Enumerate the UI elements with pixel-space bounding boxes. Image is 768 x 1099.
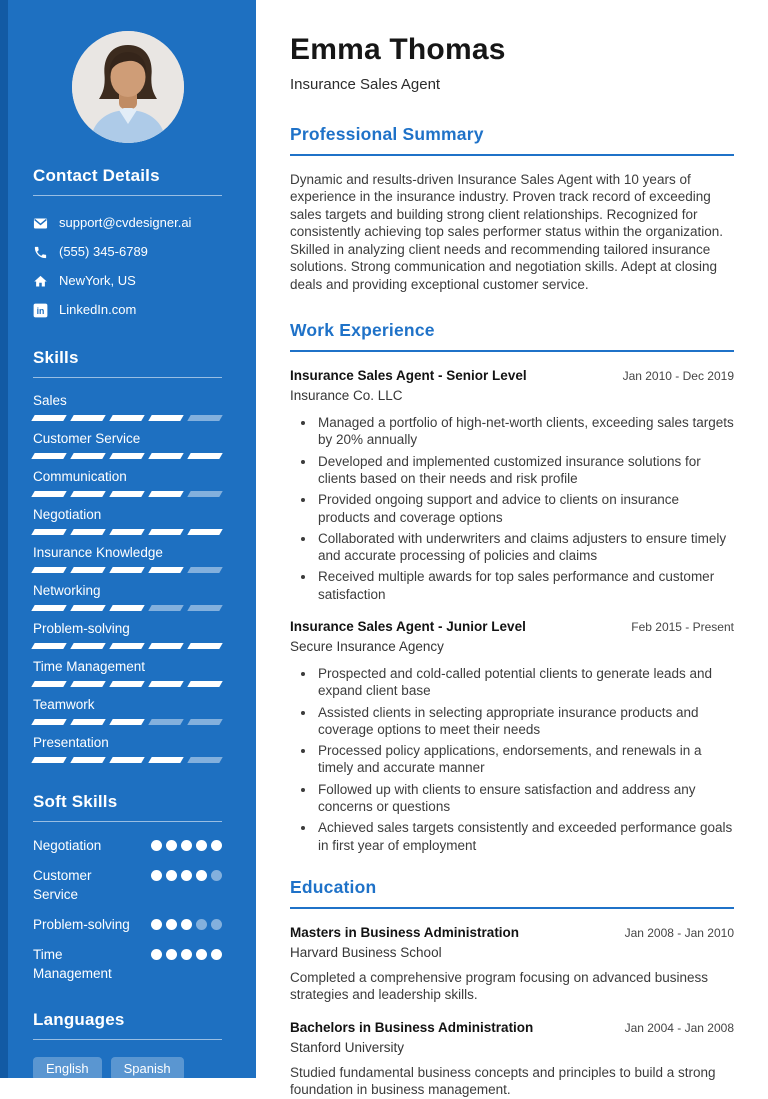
skill-item — [33, 544, 222, 573]
education-entry — [290, 1019, 734, 1099]
skill-bar-segment — [31, 605, 66, 611]
contact-item-email[interactable] — [33, 212, 222, 234]
language-pill: Spanish — [111, 1057, 184, 1081]
education-description: Completed a comprehensive program focusing on advanced business strategies and leadership skills. — [290, 969, 708, 1003]
skill-bar-segment — [148, 757, 183, 763]
person-job-title: Insurance Sales Agent — [290, 76, 441, 93]
job-entry — [290, 367, 734, 603]
contact-item-text: (555) 345-6789 — [59, 244, 148, 259]
skill-item — [33, 430, 222, 459]
job-bullet: • Managed a portfolio of high-net-worth clients, exceeding sales targets by 20% annually — [316, 414, 734, 449]
soft-skill-dot — [166, 870, 177, 881]
contact-list — [33, 212, 222, 321]
soft-skills-list — [33, 836, 222, 983]
work-experience-heading: Work Experience — [290, 320, 734, 352]
skill-name: Negotiation — [33, 507, 102, 523]
education-dates: Jan 2008 - Jan 2010 — [624, 925, 734, 940]
soft-skill-dot — [166, 840, 177, 851]
skill-bar-segment — [31, 681, 66, 687]
profile-photo — [72, 31, 184, 143]
contact-heading: Contact Details — [33, 166, 222, 196]
soft-skill-name: Time Management — [33, 947, 112, 982]
skill-bar-segment — [109, 415, 144, 421]
education-heading: Education — [290, 877, 734, 909]
skill-bar-segment — [148, 453, 183, 459]
skill-bar-segment — [31, 415, 66, 421]
soft-skill-item — [33, 836, 222, 855]
soft-skills-heading: Soft Skills — [33, 792, 222, 822]
job-title: Insurance Sales Agent - Junior Level — [290, 618, 526, 634]
contact-item-phone — [33, 241, 222, 263]
skill-bar-segment — [70, 719, 105, 725]
email-icon — [33, 216, 48, 231]
soft-skill-name: Problem-solving — [33, 917, 130, 933]
soft-skill-name: Negotiation — [33, 838, 102, 854]
degree-title: Bachelors in Business Administration — [290, 1019, 534, 1035]
skill-bar-segment — [109, 757, 144, 763]
person-name: Emma Thomas — [290, 33, 506, 66]
skill-bar-segment — [148, 605, 183, 611]
skill-bar-segment — [187, 567, 222, 573]
skill-bar-segment — [31, 567, 66, 573]
skill-name: Insurance Knowledge — [33, 545, 163, 561]
job-dates: Feb 2015 - Present — [631, 619, 734, 634]
soft-skill-dot — [151, 949, 162, 960]
soft-skill-dot — [151, 870, 162, 881]
soft-skill-item — [33, 915, 222, 934]
soft-skill-item — [33, 945, 222, 983]
skill-bar — [33, 681, 222, 687]
skill-bar-segment — [187, 643, 222, 649]
job-dates: Jan 2010 - Dec 2019 — [622, 369, 734, 384]
job-bullet: • Collaborated with underwriters and claims adjusters to ensure timely and accurate processing of policies and claims — [316, 530, 734, 565]
soft-skill-dot — [181, 870, 192, 881]
skill-item — [33, 468, 222, 497]
soft-skill-name: Customer Service — [33, 868, 92, 903]
skill-bar-segment — [70, 415, 105, 421]
skill-item — [33, 582, 222, 611]
soft-skill-rating — [151, 840, 222, 851]
soft-skill-dot — [151, 919, 162, 930]
svg-text:in: in — [36, 305, 45, 316]
linkedin-icon — [33, 303, 48, 318]
job-bullet: • Achieved sales targets consistently and exceeded performance goals in first year of employment — [316, 819, 734, 854]
skill-bar-segment — [187, 529, 222, 535]
job-entry — [290, 618, 734, 854]
skill-bar-segment — [31, 643, 66, 649]
skill-bar-segment — [148, 681, 183, 687]
skill-name: Teamwork — [33, 697, 95, 713]
skill-bar — [33, 415, 222, 421]
skill-item — [33, 506, 222, 535]
skill-bar-segment — [109, 605, 144, 611]
school-name: Stanford University — [290, 1039, 405, 1055]
skill-bar-segment — [31, 491, 66, 497]
skill-name: Presentation — [33, 735, 109, 751]
main-content — [256, 0, 768, 1098]
skill-name: Customer Service — [33, 431, 141, 447]
soft-skill-rating — [151, 949, 222, 960]
skill-bar-segment — [109, 643, 144, 649]
skill-bar — [33, 529, 222, 535]
skill-bar-segment — [148, 529, 183, 535]
soft-skill-dot — [166, 919, 177, 930]
skill-item — [33, 392, 222, 421]
job-company: Secure Insurance Agency — [290, 638, 444, 654]
skill-bar-segment — [109, 453, 144, 459]
job-bullet: • Prospected and cold-called potential clients to generate leads and expand client base — [316, 665, 734, 700]
skill-bar-segment — [187, 491, 222, 497]
skill-bar-segment — [187, 605, 222, 611]
degree-title: Masters in Business Administration — [290, 924, 520, 940]
job-bullet: • Followed up with clients to ensure satisfaction and address any concerns or questions — [316, 781, 734, 816]
summary-heading: Professional Summary — [290, 124, 734, 156]
skill-item — [33, 620, 222, 649]
soft-skill-dot — [151, 840, 162, 851]
job-bullet: • Received multiple awards for top sales performance and customer satisfaction — [316, 568, 734, 603]
soft-skill-dot — [181, 949, 192, 960]
soft-skill-item — [33, 866, 222, 904]
soft-skill-dot — [196, 870, 207, 881]
job-bullet: • Processed policy applications, endorsements, and renewals in a timely and accurate manner — [316, 742, 734, 777]
skill-bar — [33, 605, 222, 611]
school-name: Harvard Business School — [290, 944, 442, 960]
contact-item-linkedin[interactable] — [33, 299, 222, 321]
skill-name: Problem-solving — [33, 621, 130, 637]
job-bullet: • Developed and implemented customized insurance solutions for clients based on their needs and risk profile — [316, 453, 734, 488]
sidebar — [0, 0, 256, 1078]
skill-item — [33, 696, 222, 725]
skill-bar-segment — [187, 681, 222, 687]
education-entry — [290, 924, 734, 1004]
contact-item-text: NewYork, US — [59, 273, 136, 288]
skill-bar-segment — [148, 643, 183, 649]
skill-bar-segment — [187, 415, 222, 421]
skill-bar-segment — [109, 567, 144, 573]
skill-item — [33, 658, 222, 687]
skill-bar-segment — [70, 453, 105, 459]
skill-bar-segment — [187, 453, 222, 459]
skill-bar-segment — [70, 681, 105, 687]
skill-bar — [33, 453, 222, 459]
skill-bar-segment — [109, 529, 144, 535]
contact-item-text: LinkedIn.com — [59, 302, 137, 317]
soft-skill-rating — [151, 919, 222, 930]
soft-skill-dot — [196, 919, 207, 930]
skill-bar-segment — [187, 719, 222, 725]
languages-heading: Languages — [33, 1010, 222, 1040]
skills-heading: Skills — [33, 348, 222, 378]
skill-bar — [33, 491, 222, 497]
job-company: Insurance Co. LLC — [290, 388, 403, 404]
education-description: Studied fundamental business concepts and principles to build a strong foundation in business management. — [290, 1064, 716, 1098]
skill-bar-segment — [109, 491, 144, 497]
soft-skill-dot — [166, 949, 177, 960]
skill-name: Sales — [33, 393, 67, 409]
summary-text: Dynamic and results-driven Insurance Sales Agent with 10 years of experience in the insurance industry. Proven track record of exceeding sales targets and building strong client relationships. Recognized for consistently achieving top sales performer status within the organization. Skilled in analyzing client needs and recommending tailored insurance solutions. Strong communication and negotiation skills. Adept at closing deals and providing exceptional customer service. — [290, 171, 723, 292]
avatar — [72, 31, 184, 143]
skill-bar-segment — [148, 719, 183, 725]
phone-icon — [33, 245, 48, 260]
home-icon — [33, 274, 48, 289]
skill-bar — [33, 567, 222, 573]
education-dates: Jan 2004 - Jan 2008 — [624, 1020, 734, 1035]
skill-bar-segment — [70, 567, 105, 573]
soft-skill-dot — [196, 949, 207, 960]
skill-bar-segment — [70, 491, 105, 497]
skill-bar-segment — [70, 757, 105, 763]
sidebar-accent-stripe — [0, 0, 8, 1078]
skill-name: Networking — [33, 583, 101, 599]
skill-bar-segment — [187, 757, 222, 763]
skill-name: Communication — [33, 469, 127, 485]
skills-list — [33, 392, 222, 763]
skill-bar-segment — [31, 453, 66, 459]
skill-name: Time Management — [33, 659, 146, 675]
skill-bar-segment — [148, 415, 183, 421]
skill-bar-segment — [148, 567, 183, 573]
language-pill: English — [33, 1057, 102, 1081]
soft-skill-dot — [211, 949, 222, 960]
job-bullets — [290, 414, 734, 603]
soft-skill-dot — [196, 840, 207, 851]
skill-bar-segment — [70, 605, 105, 611]
job-title: Insurance Sales Agent - Senior Level — [290, 368, 527, 384]
skill-bar-segment — [70, 529, 105, 535]
job-bullets — [290, 665, 734, 854]
contact-item-text: support@cvdesigner.ai — [59, 215, 192, 230]
skill-bar-segment — [31, 757, 66, 763]
skill-bar-segment — [70, 643, 105, 649]
soft-skill-dot — [211, 840, 222, 851]
job-bullet: • Assisted clients in selecting appropriate insurance products and coverage options to meet their needs — [316, 704, 734, 739]
soft-skill-dot — [181, 840, 192, 851]
contact-item-home — [33, 270, 222, 292]
skill-bar-segment — [109, 681, 144, 687]
skill-item — [33, 734, 222, 763]
soft-skill-dot — [181, 919, 192, 930]
skill-bar-segment — [148, 491, 183, 497]
skill-bar — [33, 643, 222, 649]
soft-skill-dot — [211, 919, 222, 930]
skill-bar — [33, 757, 222, 763]
skill-bar-segment — [31, 719, 66, 725]
skill-bar-segment — [31, 529, 66, 535]
soft-skill-dot — [211, 870, 222, 881]
skill-bar — [33, 719, 222, 725]
job-bullet: • Provided ongoing support and advice to clients on insurance products and coverage options — [316, 491, 734, 526]
soft-skill-rating — [151, 870, 222, 881]
skill-bar-segment — [109, 719, 144, 725]
